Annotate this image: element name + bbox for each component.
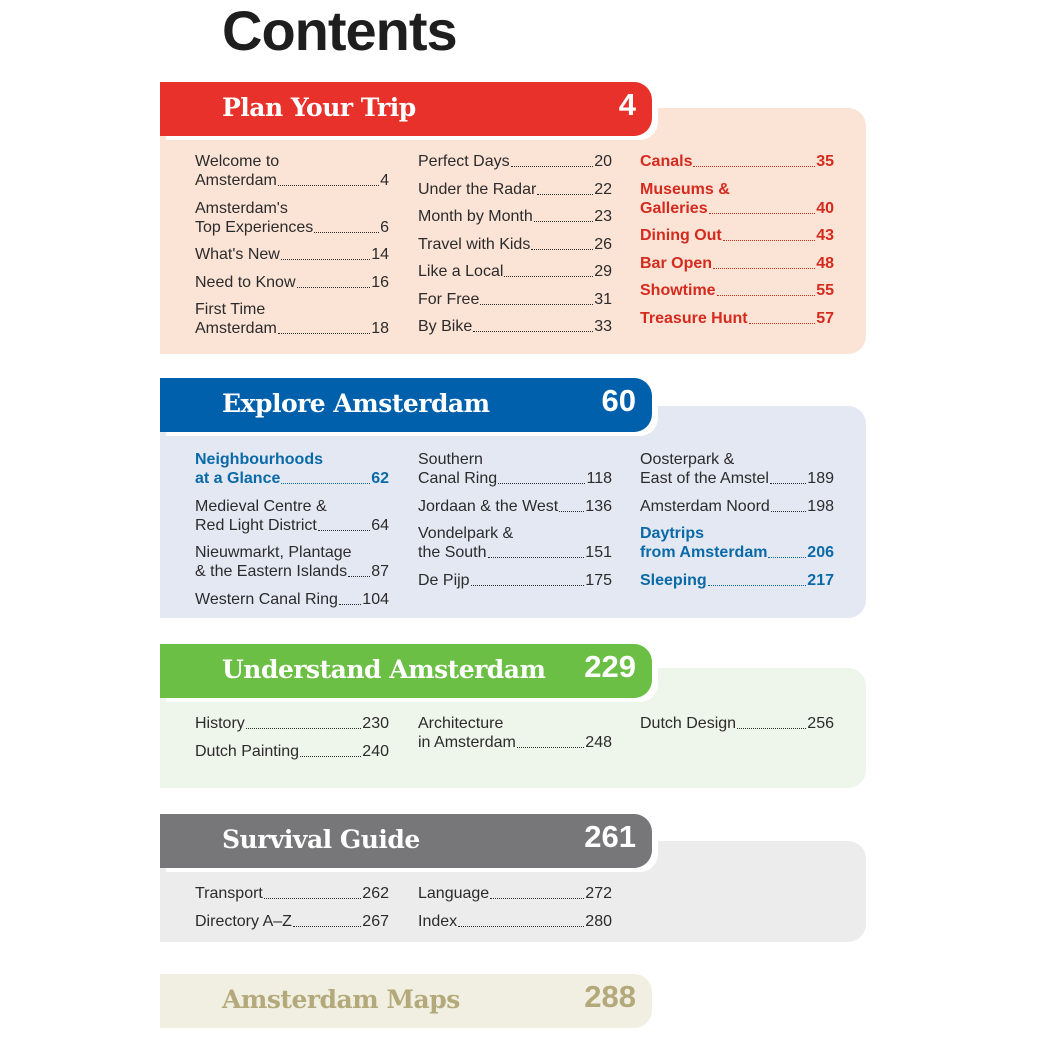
toc-entry-row [640, 152, 834, 171]
toc-entry-title: Under the Radar [418, 180, 537, 198]
section-title: Explore Amsterdam [222, 389, 490, 418]
toc-entry-title-line: Museums & [640, 180, 730, 198]
toc-entry-page: 18 [371, 320, 389, 337]
toc-entry[interactable] [418, 235, 612, 254]
toc-entry-row [418, 180, 612, 199]
toc-entry-title: Galleries [640, 199, 708, 217]
toc-entry-title: Transport [195, 885, 263, 902]
toc-entry-page: 262 [362, 885, 389, 902]
toc-entry-row [640, 714, 834, 733]
toc-entry-page: 198 [807, 497, 834, 515]
toc-entry-title-line: Welcome to [195, 153, 280, 170]
section-page-number: 229 [584, 649, 636, 684]
toc-entry-page: 35 [816, 153, 834, 170]
dot-leader [708, 584, 807, 586]
toc-entry-title-line: Neighbourhoods [195, 451, 323, 468]
toc-entry[interactable] [418, 884, 612, 903]
toc-entry-title: Top Experiences [195, 218, 314, 236]
section-page-number: 60 [601, 383, 636, 418]
dot-leader [537, 193, 593, 195]
toc-entry-page: 136 [585, 497, 612, 515]
toc-entry-page: 175 [585, 571, 612, 589]
dot-leader [473, 330, 593, 332]
toc-entry[interactable] [418, 180, 612, 199]
toc-entry-row [640, 571, 834, 590]
dot-leader [314, 231, 379, 233]
toc-entry-title: Month by Month [418, 208, 533, 225]
toc-entry-row [418, 207, 612, 226]
dot-leader [559, 510, 584, 512]
toc-entry[interactable] [418, 714, 612, 752]
dot-leader [348, 575, 370, 577]
toc-entry-title: De Pijp [418, 571, 470, 589]
toc-entry-title: from Amsterdam [640, 544, 768, 561]
dot-leader [517, 746, 584, 748]
dot-leader [281, 258, 370, 260]
dot-leader [490, 897, 584, 899]
toc-entry-title-line: Daytrips [640, 525, 705, 542]
section-plan-your-trip [160, 82, 866, 354]
toc-entry[interactable] [195, 152, 389, 190]
dot-leader [458, 925, 584, 927]
toc-entry[interactable] [640, 254, 834, 273]
dot-leader [281, 482, 370, 484]
toc-entry-page: 20 [594, 153, 612, 170]
toc-entry-page: 57 [816, 309, 834, 327]
toc-entry-row [195, 912, 389, 931]
dot-leader [498, 482, 585, 484]
toc-column [640, 152, 834, 336]
toc-entry[interactable] [640, 180, 834, 218]
toc-entry-title: For Free [418, 290, 480, 308]
toc-entry[interactable] [195, 450, 389, 488]
toc-entry-row [195, 516, 389, 535]
toc-entry[interactable] [640, 226, 834, 245]
page-title: Contents [222, 0, 457, 62]
toc-entry-page: 22 [594, 180, 612, 198]
toc-entry-row [640, 281, 834, 300]
toc-entry[interactable] [640, 281, 834, 300]
toc-entry-row [418, 571, 612, 590]
toc-entry-page: 104 [362, 590, 389, 608]
dot-leader [737, 727, 806, 729]
toc-entry-title-line: Architecture [418, 715, 504, 732]
toc-entry[interactable] [418, 317, 612, 336]
toc-entry-title-line: Medieval Centre & [195, 497, 327, 515]
dot-leader [534, 220, 593, 222]
toc-entry[interactable] [195, 199, 389, 237]
toc-entry-title: Amsterdam [195, 320, 277, 337]
toc-entry-title-line: Oosterpark & [640, 451, 735, 468]
toc-entry[interactable] [195, 590, 389, 609]
toc-entry[interactable] [195, 300, 389, 338]
toc-entry-title: Travel with Kids [418, 235, 531, 253]
toc-entry-page: 248 [585, 734, 612, 751]
section-banner[interactable] [160, 974, 652, 1028]
toc-entry-row [418, 497, 612, 516]
toc-entry-row [195, 742, 389, 761]
toc-entry-row [418, 733, 612, 752]
toc-entry-title-line: Amsterdam's [195, 199, 288, 217]
toc-entry[interactable] [195, 714, 389, 733]
toc-entry-page: 151 [585, 544, 612, 561]
toc-entry-row [418, 262, 612, 281]
toc-entry-row [195, 469, 389, 488]
section-amsterdam-maps [160, 974, 866, 1028]
toc-column [418, 714, 612, 761]
toc-entry-row [195, 562, 389, 581]
toc-entry-title: Showtime [640, 282, 716, 299]
section-understand-amsterdam [160, 644, 866, 790]
toc-entry[interactable] [195, 245, 389, 264]
toc-entry-row [195, 218, 389, 237]
toc-column [418, 450, 612, 598]
toc-entry-row [418, 543, 612, 562]
toc-column [418, 152, 612, 345]
dot-leader [709, 212, 816, 214]
toc-entry-page: 240 [362, 742, 389, 760]
toc-entry-title: Dining Out [640, 227, 722, 244]
dot-leader [771, 510, 806, 512]
toc-entry-page: 118 [586, 470, 612, 487]
toc-entry-page: 267 [362, 912, 389, 930]
toc-entry-row [418, 317, 612, 336]
section-title: Understand Amsterdam [222, 655, 546, 684]
toc-entry[interactable] [418, 571, 612, 590]
dot-leader [471, 584, 585, 586]
dot-leader [264, 897, 361, 899]
toc-entry-page: 26 [594, 235, 612, 253]
toc-entry[interactable] [195, 273, 389, 292]
toc-entry-page: 272 [585, 885, 612, 902]
toc-entry-row [195, 245, 389, 264]
toc-entry-page: 87 [371, 563, 389, 580]
toc-entry-page: 31 [594, 290, 612, 308]
toc-entry-page: 23 [594, 208, 612, 225]
toc-entry-row [640, 226, 834, 245]
toc-entry[interactable] [195, 497, 389, 535]
dot-leader [511, 165, 594, 167]
toc-entry-row [195, 714, 389, 733]
toc-entry[interactable] [418, 912, 612, 931]
dot-leader [318, 529, 370, 531]
toc-entry-page: 230 [362, 715, 389, 732]
toc-entry-title: Dutch Painting [195, 742, 300, 760]
dot-leader [278, 184, 379, 186]
section-banner[interactable] [160, 814, 652, 868]
toc-column [195, 714, 389, 769]
dot-leader [749, 322, 816, 324]
toc-entry[interactable] [195, 742, 389, 761]
toc-entry-title: What's New [195, 246, 280, 263]
toc-entry-page: 14 [371, 246, 389, 263]
toc-column [418, 884, 612, 939]
dot-leader [297, 286, 371, 288]
toc-entry-title: Canal Ring [418, 470, 498, 487]
toc-entry-page: 280 [585, 912, 612, 930]
dot-leader [246, 727, 362, 729]
toc-entry[interactable] [195, 884, 389, 903]
toc-entry[interactable] [418, 262, 612, 281]
toc-entry-title: Treasure Hunt [640, 309, 748, 327]
toc-entry-title: in Amsterdam [418, 734, 516, 751]
section-title: Plan Your Trip [222, 93, 416, 122]
toc-entry-page: 217 [807, 571, 834, 589]
toc-entry-title: By Bike [418, 318, 473, 335]
toc-entry-title: Bar Open [640, 254, 713, 272]
toc-entry-title: the South [418, 544, 487, 561]
toc-entry-row [195, 884, 389, 903]
toc-entry-page: 40 [816, 199, 834, 217]
toc-entry[interactable] [418, 497, 612, 516]
toc-column [640, 714, 834, 742]
toc-entry[interactable] [640, 571, 834, 590]
toc-entry-row [195, 590, 389, 609]
toc-entry-row [195, 319, 389, 338]
toc-entry-row [640, 254, 834, 273]
toc-entry-title: Directory A–Z [195, 912, 292, 930]
toc-entry-page: 189 [807, 470, 834, 487]
toc-entry[interactable] [640, 152, 834, 171]
dot-leader [300, 755, 361, 757]
toc-entry-row [640, 543, 834, 562]
toc-entry-title: Language [418, 885, 490, 902]
toc-entry-title: Canals [640, 153, 693, 170]
section-page-number: 288 [584, 979, 636, 1014]
toc-entry[interactable] [195, 543, 389, 581]
toc-entry-row [418, 469, 612, 488]
toc-entry-title: Amsterdam [195, 172, 277, 189]
dot-leader [278, 332, 370, 334]
toc-entry-page: 33 [594, 318, 612, 335]
toc-entry[interactable] [640, 450, 834, 488]
toc-entry-page: 62 [371, 470, 389, 487]
toc-entry[interactable] [418, 152, 612, 171]
toc-entry-title: History [195, 715, 245, 732]
dot-leader [339, 603, 361, 605]
toc-entry-title: Red Light District [195, 516, 317, 534]
toc-entry-row [418, 290, 612, 309]
toc-entry-title: Amsterdam Noord [640, 497, 770, 515]
toc-entry-page: 256 [807, 715, 834, 732]
section-survival-guide [160, 814, 866, 942]
toc-entry-row [195, 171, 389, 190]
toc-entry-title-line: Southern [418, 451, 483, 468]
toc-entry-title: Perfect Days [418, 153, 510, 170]
toc-column [640, 450, 834, 598]
toc-entry-page: 6 [380, 218, 389, 236]
toc-entry-title: Sleeping [640, 571, 707, 589]
toc-column [195, 450, 389, 617]
toc-entry-title-line: Nieuwmarkt, Plantage [195, 544, 352, 561]
toc-entry-row [418, 884, 612, 903]
toc-entry-page: 29 [594, 263, 612, 280]
toc-entry-page: 43 [816, 227, 834, 244]
section-banner[interactable] [160, 82, 652, 136]
toc-entry-title-line: First Time [195, 301, 266, 318]
section-explore-amsterdam [160, 378, 866, 620]
section-title: Amsterdam Maps [222, 985, 460, 1014]
toc-entry[interactable] [418, 450, 612, 488]
dot-leader [488, 556, 585, 558]
dot-leader [768, 556, 806, 558]
toc-entry-row [640, 309, 834, 328]
toc-entry-page: 48 [816, 254, 834, 272]
toc-entry-page: 206 [807, 544, 834, 561]
toc-entry-title: Need to Know [195, 273, 296, 291]
toc-entry-page: 64 [371, 516, 389, 534]
section-page-number: 4 [618, 87, 636, 122]
dot-leader [723, 239, 815, 241]
dot-leader [713, 267, 815, 269]
section-banner[interactable] [160, 644, 652, 698]
toc-entry-row [418, 152, 612, 171]
toc-entry-page: 4 [380, 172, 389, 189]
toc-entry-title: at a Glance [195, 470, 281, 487]
toc-entry-row [195, 273, 389, 292]
dot-leader [504, 275, 593, 277]
toc-entry-title: Jordaan & the West [418, 497, 559, 515]
toc-entry-row [640, 199, 834, 218]
dot-leader [717, 294, 816, 296]
toc-entry-title: Dutch Design [640, 715, 737, 732]
toc-entry-title: Western Canal Ring [195, 590, 338, 608]
toc-entry[interactable] [418, 524, 612, 562]
toc-column [195, 152, 389, 347]
toc-entry-row [640, 469, 834, 488]
dot-leader [770, 482, 806, 484]
toc-entry[interactable] [418, 290, 612, 309]
toc-entry-row [640, 497, 834, 516]
toc-entry-title: Index [418, 912, 458, 930]
toc-entry-row [418, 235, 612, 254]
dot-leader [480, 303, 593, 305]
toc-entry-title: & the Eastern Islands [195, 563, 348, 580]
toc-column [195, 884, 389, 939]
dot-leader [293, 925, 361, 927]
section-title: Survival Guide [222, 825, 420, 854]
toc-entry-page: 55 [816, 282, 834, 299]
toc-entry-page: 16 [371, 273, 389, 291]
dot-leader [693, 165, 815, 167]
dot-leader [531, 248, 593, 250]
toc-entry[interactable] [640, 309, 834, 328]
toc-entry[interactable] [418, 207, 612, 226]
toc-entry-title: East of the Amstel [640, 470, 769, 487]
toc-entry-row [418, 912, 612, 931]
toc-entry[interactable] [640, 524, 834, 562]
toc-entry-title: Like a Local [418, 263, 504, 280]
toc-entry-title-line: Vondelpark & [418, 525, 514, 542]
section-page-number: 261 [584, 819, 636, 854]
toc-entry[interactable] [640, 714, 834, 733]
section-banner[interactable] [160, 378, 652, 432]
toc-entry[interactable] [640, 497, 834, 516]
toc-entry[interactable] [195, 912, 389, 931]
